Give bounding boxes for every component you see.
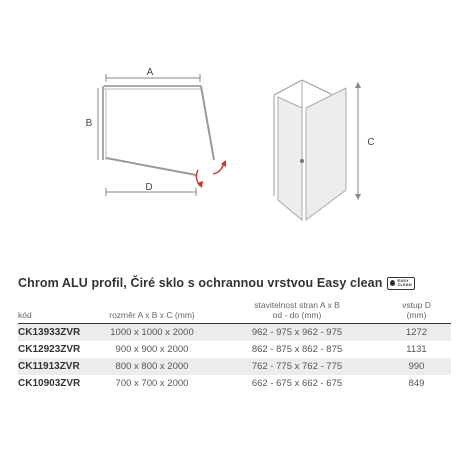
cell-size: 1000 x 1000 x 2000: [92, 324, 212, 342]
dim-label-d: D: [145, 182, 153, 193]
table-header-row: [18, 298, 451, 324]
cell-code: CK12923ZVR: [18, 344, 81, 355]
cell-entry-d: 849: [408, 378, 425, 389]
header-entry-d: [382, 298, 451, 324]
header-entry-d-line2: (mm): [406, 310, 427, 320]
cell-adjustability: 962 - 975 x 962 - 975: [212, 324, 382, 342]
glass-panel-left: [278, 97, 302, 220]
cell-adjustability: 662 - 675 x 662 - 675: [251, 378, 343, 389]
header-adjustability-line1: stavitelnost stran A x B: [254, 300, 340, 310]
easy-clean-icon-line2: CLEAN: [397, 282, 412, 287]
easy-clean-icon-line1: EASY: [397, 278, 409, 283]
cell-entry-d: 1272: [382, 324, 451, 342]
table-row: [18, 375, 451, 392]
table-row: [18, 341, 451, 358]
cell-code: CK10903ZVR: [18, 378, 81, 389]
cell-entry-d: 1131: [406, 344, 427, 355]
dim-label-b: B: [85, 118, 93, 129]
dim-label-c: C: [367, 137, 375, 148]
perspective-drawing: [274, 80, 361, 220]
cell-size: 900 x 900 x 2000: [115, 344, 189, 355]
cell-size: 700 x 700 x 2000: [115, 378, 189, 389]
header-entry-d-line1: vstup D: [402, 300, 431, 310]
header-adjustability: [212, 298, 382, 324]
cell-adjustability: 862 - 875 x 862 - 875: [251, 344, 343, 355]
cell-entry-d: 990: [382, 358, 451, 375]
header-size: rozměr A x B x C (mm): [109, 310, 195, 320]
table-row: [18, 358, 451, 375]
easy-clean-icon: [387, 277, 414, 290]
dim-label-a: A: [146, 67, 154, 78]
door-front: [106, 158, 196, 175]
water-drop-icon: [390, 280, 395, 286]
glass-panel-right: [306, 88, 346, 220]
cell-code: CK11913ZVR: [18, 358, 92, 375]
door-handle: [300, 159, 304, 163]
cell-adjustability: 762 - 775 x 762 - 775: [212, 358, 382, 375]
header-adjustability-line2: od - do (mm): [272, 310, 322, 320]
header-code: kód: [18, 310, 32, 320]
title-text: Chrom ALU profil, Čiré sklo s ochrannou vrstvou Easy clean: [18, 276, 383, 290]
door-right: [201, 86, 214, 160]
product-variant-title: [18, 276, 415, 290]
specs-table: [18, 298, 451, 392]
cell-code: CK13933ZVR: [18, 324, 92, 342]
cell-size: 800 x 800 x 2000: [92, 358, 212, 375]
table-row: [18, 324, 451, 342]
